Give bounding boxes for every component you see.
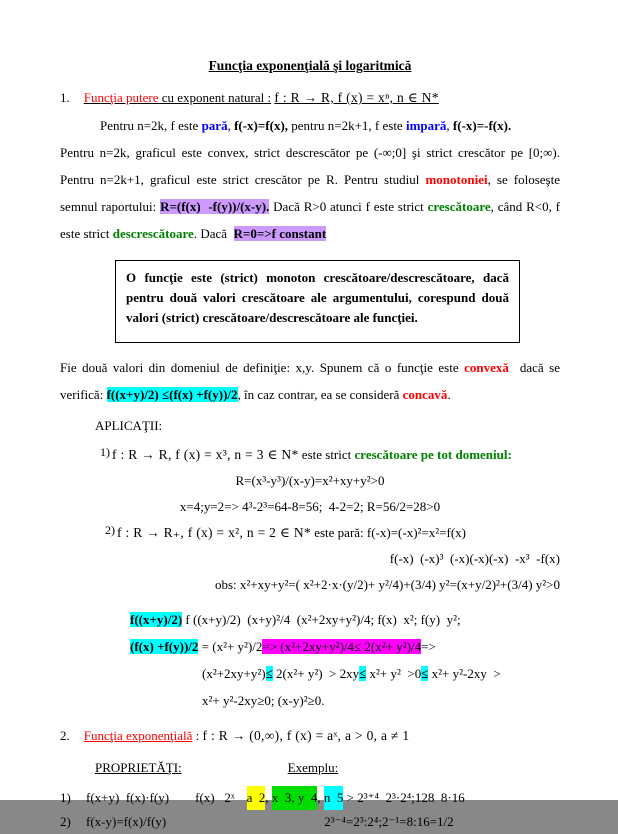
application-1-line-1: R=(x³-y³)/(x-y)=x²+xy+y²>0: [235, 473, 385, 488]
para-label: pară: [201, 118, 228, 133]
doc-title-text: Funcţia exponenţială şi logaritmică: [208, 58, 412, 73]
application-1: [60, 442, 560, 520]
paragraph-convexity: [60, 354, 564, 408]
section-2-number: 2.: [60, 728, 70, 743]
property-1-example-fx: f(x) 2ˣ: [195, 790, 235, 805]
property-1-result: > 2³⁺⁴ 2³·2⁴;128 8·16: [343, 790, 465, 805]
crescatoare-label: crescătoare: [427, 199, 491, 214]
property-row-2: [60, 810, 560, 834]
parity-text-1: Pentru n=2k, f este: [100, 118, 202, 133]
application-1-heading: [100, 442, 560, 468]
property-1-sep-1: ,: [265, 790, 272, 805]
value-n-highlight: n 5: [324, 786, 344, 810]
calc-line-2-highlight: (f(x) +f(y))/2: [130, 639, 199, 654]
paragraph-parity: [60, 112, 560, 139]
calculation-block: [130, 606, 560, 714]
application-2: [60, 520, 560, 598]
calc-line-3-t2: 2(x²+ y²) > 2xy: [272, 666, 360, 681]
section-1-number: 1.: [60, 90, 70, 105]
monotony-text-5: . Dacă: [193, 226, 234, 241]
property-1-formula: f(x+y) f(x)·f(y): [86, 790, 170, 805]
parity-text-3: pentru n=2k+1, f este: [288, 118, 406, 133]
calc-line-1-highlight: f((x+y)/2): [130, 612, 183, 627]
application-1-number: 1): [100, 445, 110, 459]
example-heading: Exemplu:: [287, 760, 339, 775]
monotony-text-2: , se foloseşte semnul raportului:: [60, 172, 560, 214]
convexity-formula-highlight: f((x+y)/2) ≤(f(x) +f(y))/2: [106, 387, 238, 402]
calc-line-4: x²+ y²-2xy≥0; (x-y)²≥0.: [202, 693, 325, 708]
cubic-function-formula: f : R → R, f (x) = x³, n = 3 ∈ N*: [112, 447, 299, 462]
parity-odd-formula: f(-x)=-f(x).: [452, 118, 512, 133]
calc-line-2-magenta: => (x²+2xy+y²)/4≤ 2(x²+ y²)/4: [262, 639, 422, 654]
monotony-text-4: , când R<0, f este strict: [60, 199, 560, 241]
power-function-label: Funcţia putere: [83, 90, 159, 105]
application-2-line-1: f(-x) (-x)³ (-x)(-x)(-x) -x³ -f(x): [389, 551, 560, 566]
convexity-text-1: Fie două valori din domeniul de definiţie: x,y. Spunem că o funcţie este: [60, 360, 465, 375]
section-2-separator: :: [192, 728, 203, 743]
calc-line-2: [130, 633, 560, 660]
aplicatii-text: APLICAŢII:: [95, 418, 163, 433]
calc-line-3-t3: x²+ y² >0: [366, 666, 422, 681]
values-xy-highlight: x 3, y 4: [272, 786, 318, 810]
application-1-line-2: x=4;y=2=> 4³-2³=64-8=56; 4-2=2; R=56/2=28>0: [179, 499, 441, 514]
calc-line-1-rest: f ((x+y)/2) (x+y)²/4 (x²+2xy+y²)/4; f(x) x²; f(y) y²;: [182, 612, 461, 627]
section-2-heading: [60, 724, 560, 748]
application-1-text: este strict: [298, 447, 355, 462]
calc-line-3-le2: ≤: [359, 666, 367, 681]
calc-line-1: [130, 606, 560, 633]
calc-line-2-end: =>: [421, 639, 436, 654]
property-2-result: 2³⁻⁴=2³:2⁴;2⁻¹=8:16=1/2: [324, 814, 454, 829]
value-a-highlight: a 2: [247, 786, 266, 810]
concava-label: concavă: [402, 387, 448, 402]
power-function-formula: f : R → R, f (x) = xⁿ, n ∈ N*: [274, 90, 439, 105]
calc-line-3-t1: (x²+2xy+y²): [202, 666, 266, 681]
monotony-text-1: Pentru n=2k, graficul este convex, strict descrescător pe (-∞;0] şi strict crescător pe [0;∞). Pentru n=2k+1, graficul este strict crescător pe R. Pentru studiul: [60, 145, 560, 187]
section-1-heading: [60, 90, 560, 106]
application-2-number: 2): [105, 523, 115, 537]
application-2-heading: [105, 520, 560, 546]
calc-line-3-t4: x²+ y²-2xy >: [428, 666, 501, 681]
calc-line-3: [202, 660, 560, 687]
property-1-sep-2: ,: [317, 790, 324, 805]
properties-header-row: [95, 756, 560, 780]
definition-box-text: O funcţie este (strict) monoton crescătoare/descrescătoare, dacă pentru două valori crescătoare ale argumentului, corespund două valori (strict) crescătoare/descrescătoare ale funcţiei.: [126, 270, 509, 325]
monotoniei-label: monotoniei: [425, 172, 488, 187]
aplicatii-heading: [95, 414, 560, 438]
application-2-line-2: obs: x²+xy+y²=( x²+2·x·(y/2)+ y²/4)+(3/4) y²=(x+y/2)²+(3/4) y²>0: [214, 577, 560, 592]
parity-even-formula: f(-x)=f(x),: [234, 118, 289, 133]
descrescatoare-label: descrescătoare: [112, 226, 194, 241]
paragraph-monotony: [60, 139, 560, 247]
section-1-heading-rest: cu exponent natural :: [158, 90, 272, 105]
doc-title: [60, 58, 560, 74]
ratio-formula-highlight: R=(f(x) -f(y))/(x-y).: [160, 199, 270, 214]
square-function-formula: f : R → R₊, f (x) = x², n = 2 ∈ N*: [117, 525, 311, 540]
crescatoare-domeniu-label: crescătoare pe tot domeniul:: [354, 447, 512, 462]
monotony-text-3: Dacă R>0 atunci f este strict: [269, 199, 428, 214]
property-2-formula: f(x-y)=f(x)/f(y): [86, 814, 167, 829]
property-row-1: [60, 786, 560, 810]
parity-text-2: ,: [227, 118, 235, 133]
convexity-text-2: dacă se verifică:: [60, 360, 564, 402]
calc-line-3-le1: ≤: [265, 666, 273, 681]
properties-heading: PROPRIETĂŢI:: [95, 760, 182, 775]
document-content: [60, 58, 564, 834]
property-2-number: 2): [60, 814, 71, 829]
body-paragraphs: [60, 112, 560, 247]
calc-line-3-le3: ≤: [421, 666, 429, 681]
convexa-label: convexă: [464, 360, 509, 375]
constant-highlight: R=0=>f constant: [233, 226, 327, 241]
application-2-text: este pară: f(-x)=(-x)²=x²=f(x): [310, 525, 466, 540]
exponential-function-formula: f : R → (0,∞), f (x) = aˣ, a > 0, a ≠ 1: [202, 728, 410, 743]
convexity-text-4: .: [447, 387, 451, 402]
convexity-text-3: , în caz contrar, ea se consideră: [237, 387, 403, 402]
impara-label: impară: [405, 118, 447, 133]
definition-box: [115, 260, 520, 343]
exponential-function-label: Funcţia exponenţială: [83, 728, 193, 743]
parity-text-4: ,: [446, 118, 453, 133]
calc-line-2-middle: = (x²+ y²)/2: [198, 639, 263, 654]
property-1-number: 1): [60, 790, 71, 805]
